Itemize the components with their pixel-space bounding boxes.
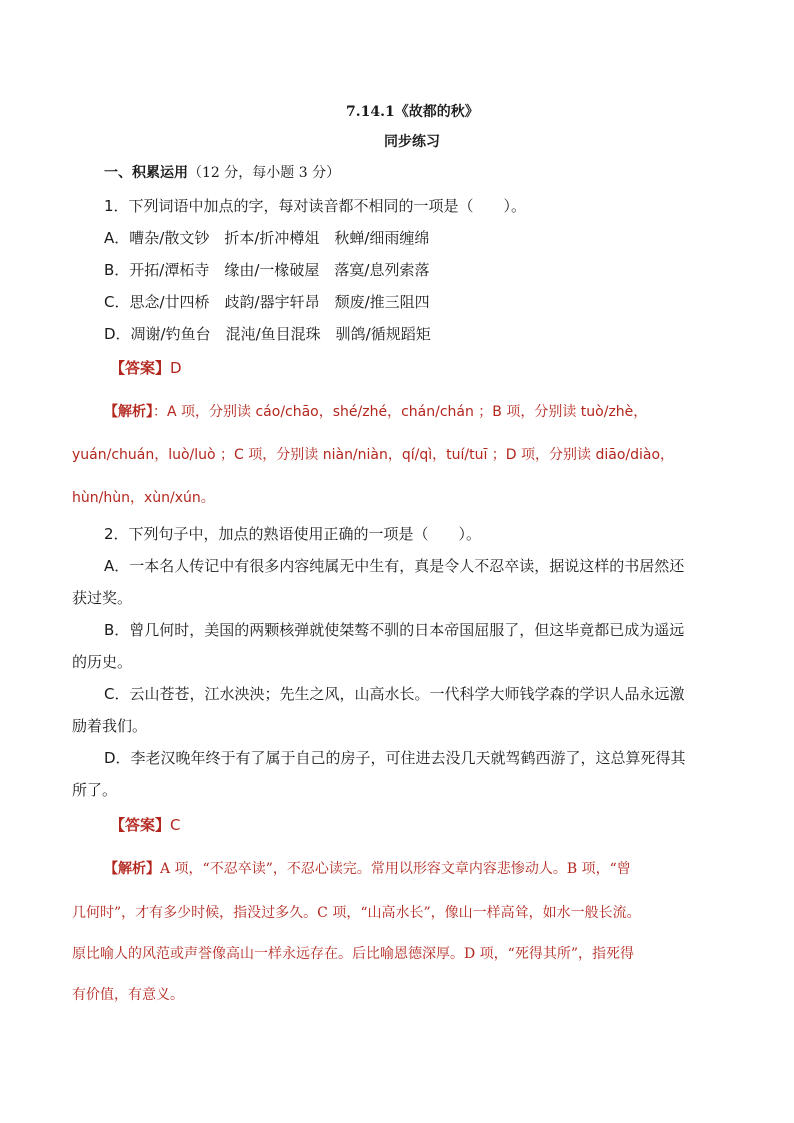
question-1-analysis-line-3: hùn/hùn，xùn/xún。 xyxy=(72,490,215,506)
question-2-option-a-line-2: 获过奖。 xyxy=(72,589,133,607)
question-2-option-b-line-1: B．曾几何时，美国的两颗核弹就使桀骜不驯的日本帝国屈服了，但这毕竟都已成为遥远 xyxy=(104,621,685,639)
question-1-option-c: C．思念/廿四桥 歧韵/器宇轩昂 颓废/推三阻四 xyxy=(104,293,430,311)
analysis-text: ：A 项，分别读 cáo/chāo，shé/zhé，chán/chán ；B 项，分别读 tuò/zhè， xyxy=(153,404,648,420)
question-2-option-d-line-2: 所了。 xyxy=(72,781,118,799)
question-1-analysis-line-1 xyxy=(104,402,647,422)
question-2-stem: 2．下列句子中，加点的熟语使用正确的一项是（ ）。 xyxy=(104,525,482,543)
question-2-option-a-line-1: A．一本名人传记中有很多内容纯属无中生有，真是令人不忍卒读，据说这样的书居然还 xyxy=(104,557,685,575)
section-heading-text: 一、积累运用 xyxy=(104,165,188,181)
question-2-analysis-line-1 xyxy=(104,859,631,879)
question-1-answer xyxy=(110,358,182,378)
answer-value: D xyxy=(170,359,182,377)
question-2-option-d-line-1: D．李老汉晚年终于有了属于自己的房子，可住进去没几天就驾鹤西游了，这总算死得其 xyxy=(104,749,686,767)
page-subtitle: 同步练习 xyxy=(384,134,440,150)
analysis-tag: 【解析】 xyxy=(104,404,153,420)
question-2-analysis-line-2: 几何时”，才有多少时候，指没过多久。C 项，“山高水长”，像山一样高耸，如水一般长流。 xyxy=(72,905,641,921)
section-heading xyxy=(104,163,340,183)
question-2-answer xyxy=(110,815,181,835)
answer-tag: 【答案】 xyxy=(110,816,171,834)
question-2-option-c-line-1: C．云山苍苍，江水泱泱；先生之风，山高水长。一代科学大师钱学森的学识人品永远激 xyxy=(104,685,685,703)
question-2-option-b-line-2: 的历史。 xyxy=(72,653,133,671)
page-title: 7.14.1《故都的秋》 xyxy=(346,104,479,120)
question-1-analysis-line-2: yuán/chuán，luò/luò ；C 项，分别读 niàn/niàn，qí/qì，tuí/tuī ；D 项，分别读 diāo/diào， xyxy=(72,447,675,463)
question-1-option-a: A．嘈杂/散文钞 折本/折冲樽俎 秋蝉/细雨缠绵 xyxy=(104,229,430,247)
question-1-stem: 1．下列词语中加点的字，每对读音都不相同的一项是（ ）。 xyxy=(104,197,527,215)
answer-value: C xyxy=(170,816,181,834)
analysis-text: A 项，“不忍卒读”，不忍心读完。常用以形容文章内容悲惨动人。B 项，“曾 xyxy=(160,861,631,877)
section-heading-note: （12 分，每小题 3 分） xyxy=(188,165,341,181)
question-2-analysis-line-3: 原比喻人的风范或声誉像高山一样永远存在。后比喻恩德深厚。D 项，“死得其所”，指死得 xyxy=(72,946,634,962)
analysis-tag: 【解析】 xyxy=(104,861,160,877)
question-1-option-d: D．凋谢/钓鱼台 混沌/鱼目混珠 驯鸽/循规蹈矩 xyxy=(104,325,431,343)
answer-tag: 【答案】 xyxy=(110,359,171,377)
question-2-option-c-line-2: 励着我们。 xyxy=(72,717,148,735)
question-1-option-b: B．开拓/潭柘寺 缘由/一椽破屋 落寞/息列索落 xyxy=(104,261,430,279)
question-2-analysis-line-4: 有价值，有意义。 xyxy=(72,987,184,1003)
